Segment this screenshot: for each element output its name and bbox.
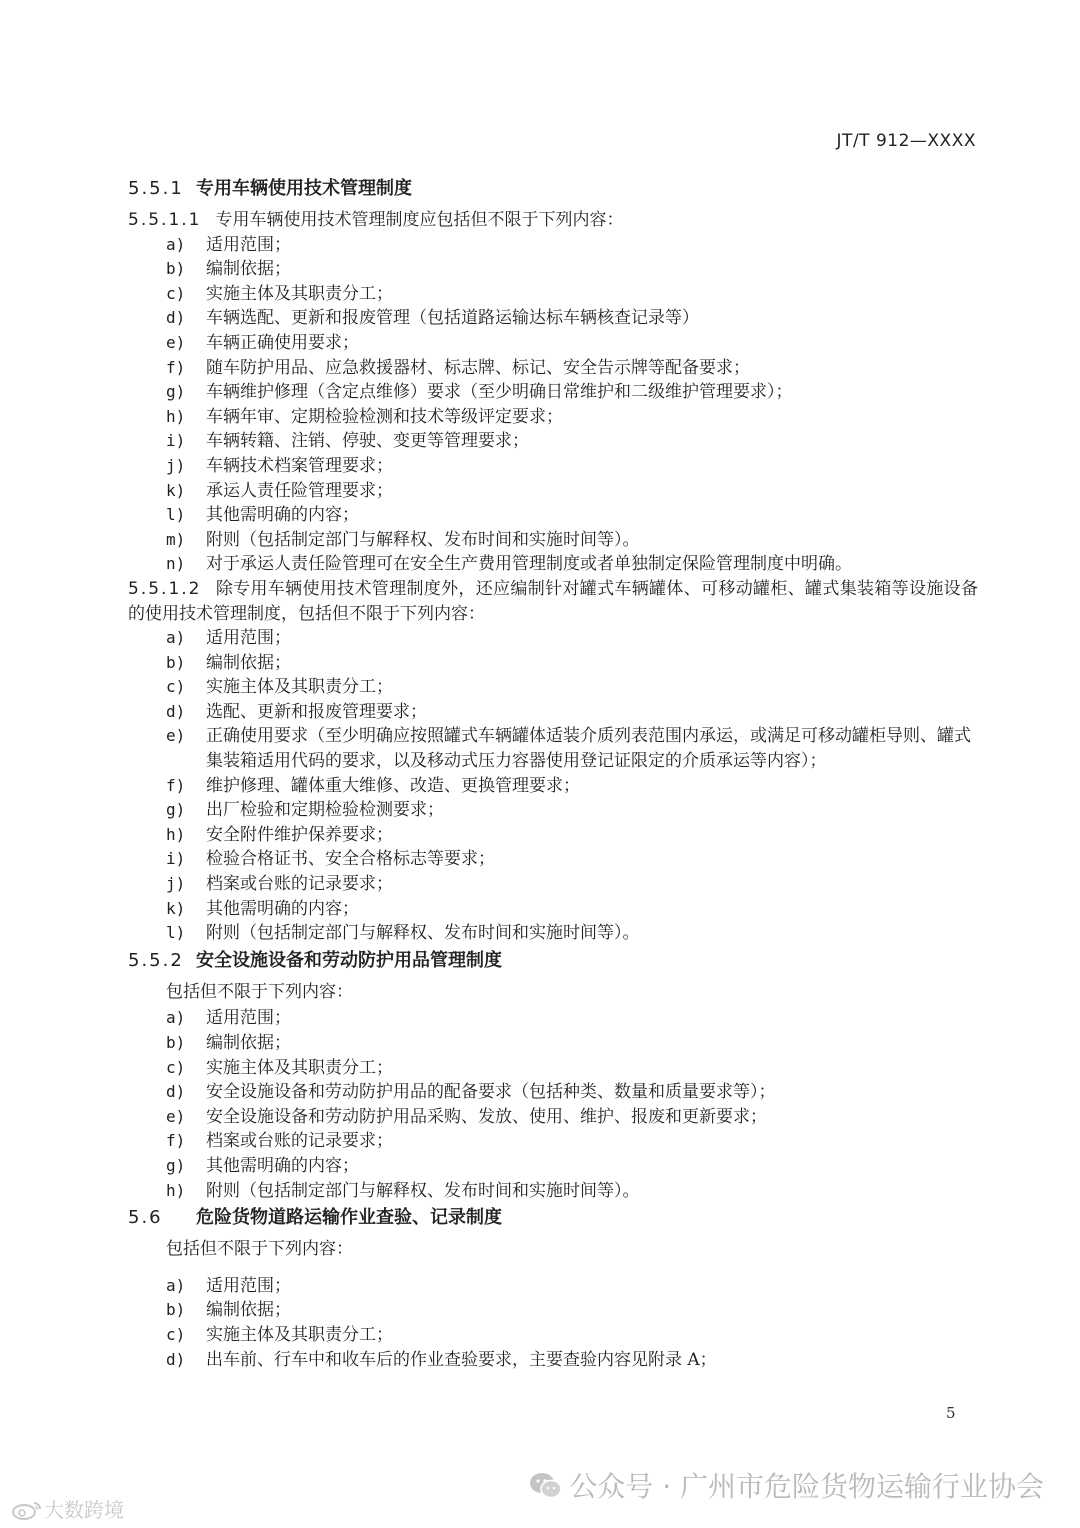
list-item-marker: g) — [166, 382, 186, 402]
list-item-marker: a) — [166, 234, 186, 254]
list-item-text: 适用范围； — [206, 234, 291, 255]
clause — [128, 577, 978, 626]
list-item — [128, 429, 978, 454]
section-title: 专用车辆使用技术管理制度 — [196, 178, 412, 199]
list-item-marker: f) — [166, 775, 186, 795]
standard-code: JT/T 912—XXXX — [836, 131, 976, 151]
list-item — [128, 847, 978, 872]
list-item-marker: b) — [166, 1033, 186, 1052]
watermark-text: 公众号 · 广州市危险货物运输行业协会 — [569, 1470, 1044, 1503]
list-item-marker: e) — [166, 332, 186, 352]
list-item — [128, 1154, 978, 1179]
list-item — [128, 380, 978, 405]
list-item — [128, 233, 978, 258]
list-item-marker: c) — [166, 1057, 186, 1077]
list-item-marker: g) — [166, 1155, 186, 1175]
list-item — [128, 1348, 978, 1373]
list-item-text: 适用范围； — [206, 628, 291, 649]
list-item — [128, 331, 978, 356]
list-item — [128, 1179, 978, 1204]
list-item-text: 适用范围； — [206, 1275, 291, 1296]
list-item — [128, 454, 978, 479]
list-item-marker: l) — [166, 505, 186, 525]
section-number: 5.6 — [128, 1207, 163, 1229]
item-list — [128, 626, 978, 946]
list-item-text: 编制依据； — [206, 259, 291, 280]
list-item-marker: h) — [166, 406, 186, 426]
list-item — [128, 1006, 978, 1031]
list-item-marker: b) — [166, 259, 186, 279]
clause — [128, 208, 978, 233]
list-item-marker: g) — [166, 800, 186, 820]
list-item — [128, 552, 978, 577]
clause-text: 专用车辆使用技术管理制度应包括但不限于下列内容： — [215, 210, 624, 230]
list-item — [128, 528, 978, 553]
list-item — [128, 700, 978, 725]
list-item-marker: d) — [166, 701, 186, 721]
list-item-marker: c) — [166, 283, 186, 303]
list-item-text: 其他需明确的内容； — [206, 1155, 359, 1176]
section-heading — [128, 1205, 978, 1231]
list-item-marker: d) — [166, 1349, 186, 1369]
list-item-marker: l) — [166, 923, 186, 943]
list-item-marker: i) — [166, 849, 186, 869]
list-item-text: 实施主体及其职责分工； — [206, 283, 393, 304]
list-item-text: 出车前、行车中和收车后的作业查验要求，主要查验内容见附录 A； — [206, 1349, 717, 1370]
list-item-text: 档案或台账的记录要求； — [206, 1131, 393, 1152]
list-item — [128, 651, 978, 676]
list-item-text: 检验合格证书、安全合格标志等要求； — [206, 849, 495, 870]
list-item-marker: k) — [166, 898, 186, 918]
corner-mark-text: 大数跨境 — [44, 1498, 124, 1522]
list-item — [128, 1129, 978, 1154]
list-item-text: 对于承运人责任险管理可在安全生产费用管理制度或者单独制定保险管理制度中明确。 — [206, 554, 852, 575]
list-item-text: 选配、更新和报废管理要求； — [206, 701, 427, 722]
list-item — [128, 1080, 978, 1105]
section-title: 安全设施设备和劳动防护用品管理制度 — [196, 949, 502, 971]
list-item — [128, 872, 978, 897]
list-item-text: 编制依据； — [206, 1033, 291, 1053]
page-number: 5 — [946, 1404, 956, 1422]
list-item-marker: d) — [166, 308, 186, 328]
list-item-marker: j) — [166, 455, 186, 475]
list-item-text: 附则（包括制定部门与解释权、发布时间和实施时间等）。 — [206, 923, 640, 944]
section-number: 5.5.1 — [128, 178, 184, 199]
weibo-icon — [10, 1499, 44, 1521]
list-item — [128, 774, 978, 799]
clause-number: 5.5.1.2 — [128, 578, 202, 599]
list-item-text: 正确使用要求（至少明确应按照罐式车辆罐体适装介质列表范围内承运，或满足可移动罐柜导则、罐式集装箱适用代码的要求，以及移动式压力容器使用登记证限定的介质承运等内容）； — [206, 726, 971, 772]
list-item — [128, 503, 978, 528]
list-item-text: 附则（包括制定部门与解释权、发布时间和实施时间等）。 — [206, 529, 640, 550]
list-item-text: 车辆年审、定期检验检测和技术等级评定要求； — [206, 406, 563, 427]
list-item-marker: f) — [166, 357, 186, 377]
watermark — [529, 1465, 1044, 1505]
list-item — [128, 921, 978, 946]
list-item-text: 适用范围； — [206, 1008, 291, 1029]
section-heading — [128, 948, 978, 974]
list-item-text: 其他需明确的内容； — [206, 505, 359, 526]
list-item — [128, 479, 978, 504]
list-item-text: 安全设施设备和劳动防护用品的配备要求（包括种类、数量和质量要求等）； — [206, 1082, 776, 1103]
list-item-marker: f) — [166, 1131, 186, 1151]
list-item — [128, 798, 978, 823]
list-item-text: 附则（包括制定部门与解释权、发布时间和实施时间等）。 — [206, 1180, 640, 1201]
item-list — [128, 1006, 978, 1203]
list-item — [128, 257, 978, 282]
clause-number: 5.5.1.1 — [128, 210, 202, 230]
item-list — [128, 233, 978, 577]
list-item-marker: a) — [166, 628, 186, 648]
list-item-text: 车辆选配、更新和报废管理（包括道路运输达标车辆核查记录等） — [206, 308, 699, 329]
list-item-text: 车辆正确使用要求； — [206, 332, 359, 353]
list-item — [128, 306, 978, 331]
list-item — [128, 1031, 978, 1056]
item-list — [128, 1274, 978, 1372]
list-item-marker: e) — [166, 726, 186, 746]
list-item — [128, 823, 978, 848]
section-title: 危险货物道路运输作业查验、记录制度 — [196, 1207, 502, 1229]
intro-text: 包括但不限于下列内容： — [166, 1239, 353, 1260]
list-item-marker: m) — [166, 529, 186, 549]
list-item — [128, 1105, 978, 1130]
list-item — [128, 626, 978, 651]
list-item — [128, 1056, 978, 1081]
list-item-text: 随车防护用品、应急救援器材、标志牌、标记、安全告示牌等配备要求； — [206, 357, 750, 378]
list-item-text: 维护修理、罐体重大维修、改造、更换管理要求； — [206, 775, 580, 796]
section-heading — [128, 176, 978, 202]
list-item-text: 车辆维护修理（含定点维修）要求（至少明确日常维护和二级维护管理要求）； — [206, 382, 793, 403]
list-item-marker: i) — [166, 431, 186, 451]
list-item-text: 出厂检验和定期检验检测要求； — [206, 800, 444, 821]
list-item-text: 实施主体及其职责分工； — [206, 1324, 393, 1345]
corner-mark — [10, 1494, 124, 1523]
list-item-marker: c) — [166, 1324, 186, 1344]
list-item — [128, 1274, 978, 1299]
list-item — [128, 1323, 978, 1348]
list-item-marker: e) — [166, 1106, 186, 1126]
list-item — [128, 356, 978, 381]
list-item-text: 安全附件维护保养要求； — [206, 824, 393, 845]
list-item-text: 编制依据； — [206, 1300, 291, 1321]
list-item-marker: a) — [166, 1275, 186, 1295]
list-item-text: 安全设施设备和劳动防护用品采购、发放、使用、维护、报废和更新要求； — [206, 1106, 767, 1127]
list-item-marker: h) — [166, 824, 186, 844]
wechat-icon — [529, 1472, 563, 1500]
list-item-text: 实施主体及其职责分工； — [206, 677, 393, 698]
list-item-marker: d) — [166, 1082, 186, 1102]
section-number: 5.5.2 — [128, 949, 184, 971]
list-item-marker: b) — [166, 1300, 186, 1320]
list-item — [128, 1298, 978, 1323]
list-item — [128, 405, 978, 430]
list-item-text: 编制依据； — [206, 652, 291, 673]
list-item-marker: h) — [166, 1180, 186, 1200]
intro-text: 包括但不限于下列内容： — [166, 981, 353, 1002]
list-item-text: 车辆技术档案管理要求； — [206, 455, 393, 476]
list-item-marker: k) — [166, 480, 186, 500]
list-item-text: 车辆转籍、注销、停驶、变更等管理要求； — [206, 431, 529, 452]
list-item-text: 承运人责任险管理要求； — [206, 480, 393, 501]
list-item-marker: b) — [166, 652, 186, 672]
list-item — [128, 724, 978, 773]
list-item-marker: c) — [166, 677, 186, 697]
document-body — [128, 174, 978, 1372]
list-item-marker: n) — [166, 554, 186, 574]
list-item-marker: j) — [166, 874, 186, 894]
clause-text: 除专用车辆使用技术管理制度外，还应编制针对罐式车辆罐体、可移动罐柜、罐式集装箱等设施设备的使用技术管理制度，包括但不限于下列内容： — [128, 578, 978, 624]
list-item — [128, 282, 978, 307]
list-item-text: 其他需明确的内容； — [206, 898, 359, 919]
list-item-marker: a) — [166, 1008, 186, 1028]
list-item-text: 实施主体及其职责分工； — [206, 1057, 393, 1078]
list-item-text: 档案或台账的记录要求； — [206, 874, 393, 895]
list-item — [128, 897, 978, 922]
list-item — [128, 675, 978, 700]
